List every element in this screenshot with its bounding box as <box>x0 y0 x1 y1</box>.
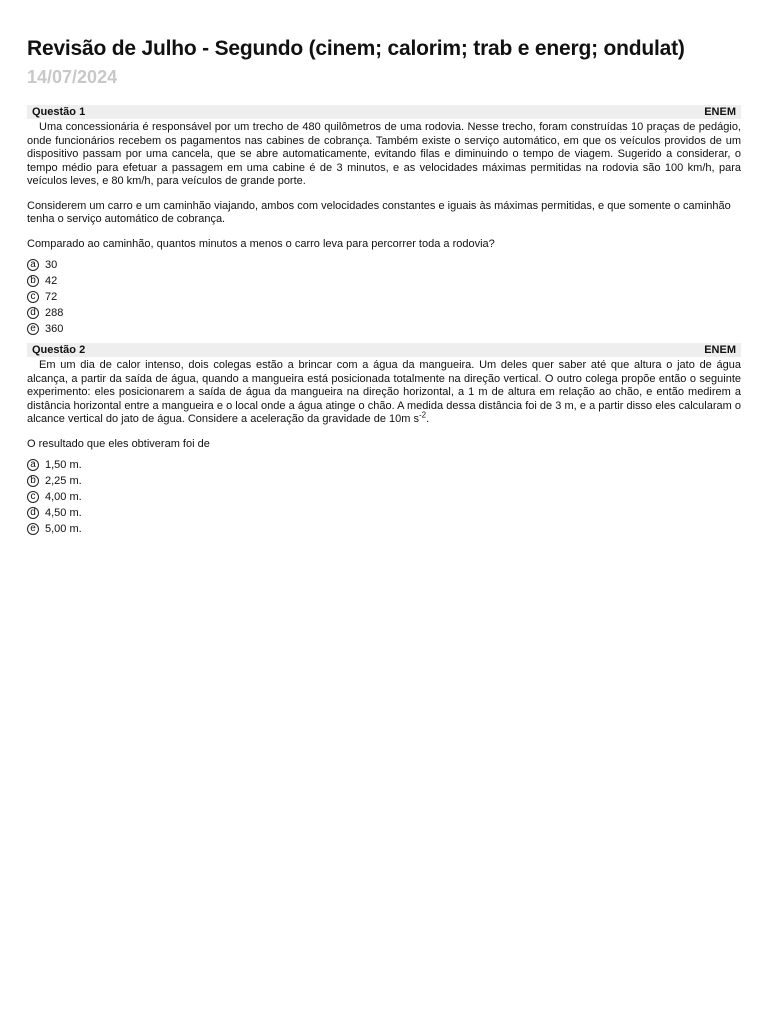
question-label: Questão 1 <box>32 106 86 118</box>
option-letter-icon: a <box>27 259 39 271</box>
document-date: 14/07/2024 <box>27 67 118 87</box>
answer-option-d[interactable] <box>27 305 741 321</box>
question-header <box>27 105 741 119</box>
answer-options <box>27 457 741 537</box>
answer-option-d[interactable] <box>27 505 741 521</box>
option-letter-icon: e <box>27 323 39 335</box>
answer-option-c[interactable] <box>27 289 741 305</box>
document-title: Revisão de Julho - Segundo (cinem; calorim; trab e energ; ondulat) <box>27 37 685 60</box>
option-letter-icon: d <box>27 507 39 519</box>
question-header <box>27 343 741 357</box>
option-letter-icon: c <box>27 291 39 303</box>
answer-options <box>27 257 741 337</box>
option-text: 288 <box>45 307 64 319</box>
option-text: 4,50 m. <box>45 507 82 519</box>
option-text: 360 <box>45 323 64 335</box>
option-text: 42 <box>45 275 58 287</box>
answer-option-e[interactable] <box>27 521 741 537</box>
answer-option-a[interactable] <box>27 457 741 473</box>
option-text: 5,00 m. <box>45 523 82 535</box>
question-prompt: Comparado ao caminhão, quantos minutos a menos o carro leva para percorrer toda a rodovia? <box>27 237 495 250</box>
option-letter-icon: b <box>27 475 39 487</box>
answer-option-b[interactable] <box>27 273 741 289</box>
option-text: 4,00 m. <box>45 491 82 503</box>
statement-body: Em um dia de calor intenso, dois colegas estão a brincar com a água da mangueira. Um deles quer saber até que altura o jato de água alcança, a partir da saída de água, quando a mangueira está posicionada totalmente na direção vertical. O outro colega propõe então o seguinte experimento: eles posicionarem a saída de água da mangueira na direção horizontal, a 1 m de altura em relação ao chão, e então medirem a distância horizontal entre a mangueira e o local onde a água atinge o chão. A medida dessa distância foi de 3 m, e a partir disso eles calcularam o alcance vertical do jato de água. Considere a aceleração da gravidade de 10m s <box>27 359 741 425</box>
question-source: ENEM <box>704 106 736 118</box>
option-letter-icon: d <box>27 307 39 319</box>
option-letter-icon: b <box>27 275 39 287</box>
option-text: 72 <box>45 291 58 303</box>
option-text: 30 <box>45 259 58 271</box>
option-letter-icon: a <box>27 459 39 471</box>
answer-option-e[interactable] <box>27 321 741 337</box>
answer-option-a[interactable] <box>27 257 741 273</box>
question-context: Considerem um carro e um caminhão viajando, ambos com velocidades constantes e iguais às máximas permitidas, e que somente o caminhão tenha o serviço automático de cobrança. <box>27 199 731 225</box>
option-letter-icon: c <box>27 491 39 503</box>
question-label: Questão 2 <box>32 344 86 356</box>
option-text: 2,25 m. <box>45 475 82 487</box>
answer-option-c[interactable] <box>27 489 741 505</box>
statement-end: . <box>426 413 430 425</box>
option-text: 1,50 m. <box>45 459 82 471</box>
question-2 <box>27 343 741 537</box>
question-1 <box>27 105 741 337</box>
statement-superscript: -2 <box>418 410 427 420</box>
answer-option-b[interactable] <box>27 473 741 489</box>
question-statement <box>27 359 741 427</box>
question-source: ENEM <box>704 344 736 356</box>
document-page <box>27 36 741 537</box>
question-statement: Uma concessionária é responsável por um trecho de 480 quilômetros de uma rodovia. Nesse trecho, foram construídas 10 praças de pedágio, onde funcionários recebem os pagamentos nas cabines de cobrança. Também existe o serviço automático, em que os veículos providos de um dispositivo passam por uma cancela, que se abre automaticamente, evitando filas e diminuindo o tempo de viagem. Sugerido a considerar, o tempo médio para efetuar a passagem em uma cabine é de 3 minutos, e as velocidades máximas permitidas na rodovia são 100 km/h, para veículos leves, e 80 km/h, para veículos de grande porte. <box>27 121 741 187</box>
question-prompt: O resultado que eles obtiveram foi de <box>27 437 210 450</box>
option-letter-icon: e <box>27 523 39 535</box>
